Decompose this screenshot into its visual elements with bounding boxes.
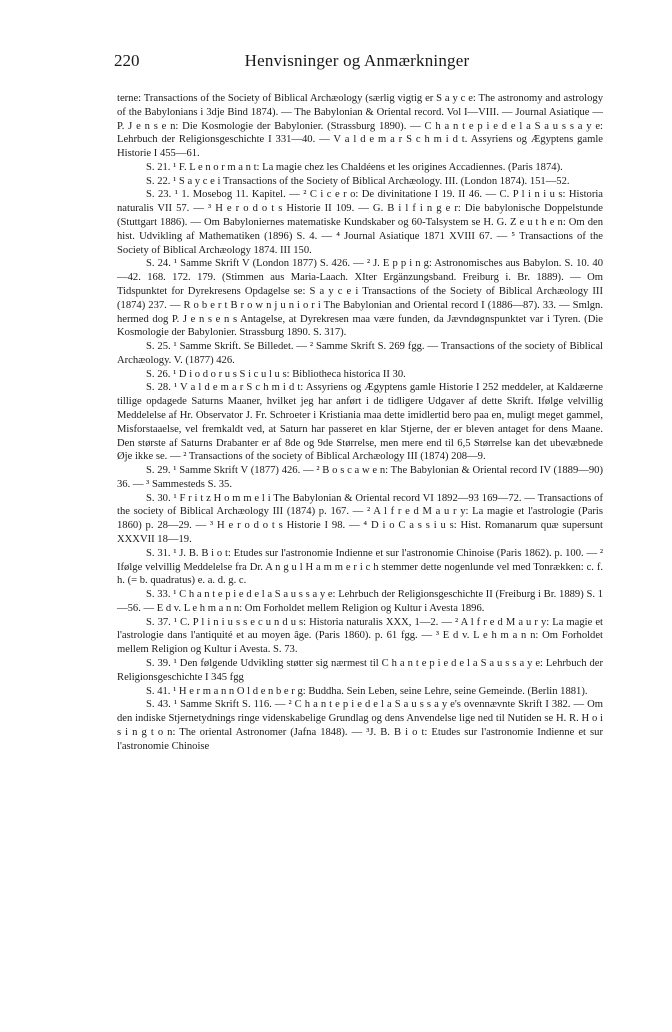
note-paragraph: S. 25. ¹ Samme Skrift. Se Billedet. — ² Samme Skrift S. 269 fgg. — Transactions of the society of Biblical Archæology. V. (1877) 426. [117,341,603,366]
note-paragraph: S. 37. ¹ C. P l i n i u s s e c u n d u s: Historia naturalis XXX, 1—2. — ² A l f r e d M a u r y: La magie et l'astrologie dans l'antiquité et au moyen âge. (Paris 1860). p. 61 fgg. — ³ E d v. L e h m a n n: Om Forholdet mellem Religion og Kultur i Avesta. S. 73. [117,616,603,656]
note-paragraph: S. 39. ¹ Den følgende Udvikling støtter sig nærmest til C h a n t e p i e d e l a S a u s s a y e: Lehrbuch der Religionsgeschichte I 345 fgg [117,658,603,683]
notes-body [117,92,603,754]
page-number: 220 [114,51,140,70]
note-paragraph: S. 26. ¹ D i o d o r u s S i c u l u s: Bibliotheca historica II 30. [146,368,406,380]
note-paragraph: S. 24. ¹ Samme Skrift V (London 1877) S. 426. — ² J. E p p i n g: Astronomisches aus Babylon. S. 10. 40—42. 168. 172. 179. (Stimmen aus Maria-Laach. XIter Ergänzungsband. Freiburg i. Br. 1889). — Om Tidspunktet for Dyrekresens Opdagelse se: S a y c e i Transactions of the Society of Biblical Archæology III (1874) 237. — R o b e r t B r o w n j u n i o r i The Babylonian and Oriental record I (1886—87). 33. — Smlgn. hermed dog P. J e n s e n s Antagelse, at Dyrekresen maa være funden, da Jævndøgnspunktet var i Tyren. (Die Kosmologie der Babylonier. Strassburg 1890. S. 317). [117,258,603,339]
note-paragraph: terne: Transactions of the Society of Biblical Archæology (særlig vigtig er S a y c e: The astronomy and astrology of the Babylonians i 3dje Bind 1874). — The Babylonian & Oriental record. Vol I—VIII. — Journal Asiatique — P. J e n s e n: Die Kosmologie der Babylonier. (Strassburg 1890). — C h a n t e p i e d e l a S a u s s a y e: Lehrbuch der Religionsgeschichte I 331—40. — V a l d e m a r S c h m i d t. Assyriens og Ægyptens gamle Historie I 455—61. [117,93,603,160]
page-header [114,50,600,72]
note-paragraph: S. 30. ¹ F r i t z H o m m e l i The Babylonian & Oriental record VI 1892—93 169—72. — Transactions of the society of Biblical Archæology III (1874) p. 167. — ² A l f r e d M a u r y: La magie et l'astrologie (Paris 1860) p. 28—29. — ³ H e r o d o t s Historie I 98. — ⁴ D i o C a s s i u s: Hist. Romanarum quæ supersunt XXXVII 18—19. [117,492,603,545]
note-paragraph: S. 31. ¹ J. B. B i o t: Etudes sur l'astronomie Indienne et sur l'astronomie Chinoise (Paris 1862). p. 100. — ² Ifølge velvillig Meddelelse fra Dr. A n g u l H a m m e r i c h stemmer dette nogenlunde vel med Tonrækken: c. f. h. (= b. quadratus) e. a. d. g. c. [117,547,603,587]
running-title: Henvisninger og Anmærkninger [244,51,470,70]
note-paragraph: S. 28. ¹ V a l d e m a r S c h m i d t: Assyriens og Ægyptens gamle Historie I 252 meddeler, at Kaldæerne tillige opdagede Saturns Maaner, hvilket jeg har anført i de tidligere Udgaver af dette Skrift. Ifølge velvillig Meddelelse af Hr. Observator J. Fr. Schroeter i Kristiania maa dette imidlertid bero paa en, muligt meget gammel, Misforstaaelse, vel fremkaldt ved, at Saturn har passeret en klar Stjerne, der er bleven antaget for dens Maane. Den største af Saturns Drabanter er af 8de og 9de Størrelse, men mere end til 6,5 Størrelse kan det ubevæbnede Øje ikke se. — ² Transactions of the society of Biblical Archæology III (1874) 208—9. [117,382,603,463]
note-paragraph: S. 41. ¹ H e r m a n n O l d e n b e r g: Buddha. Sein Leben, seine Lehre, seine Gemeinde. (Berlin 1881). [146,685,588,697]
note-paragraph: S. 43. ¹ Samme Skrift S. 116. — ² C h a n t e p i e d e l a S a u s s a y e's ovennævnte Skrift I 382. — Om den indiske Stjernetydnings ringe videnskabelige Grundlag og dens Anvendelse lige ned til Nutiden se H. R. H o i s i n g t o n: The oriental Astronomer (Jafna 1848). — ³J. B. B i o t: Etudes sur l'astronomie Indienne et sur l'astronomie Chinoise [117,699,603,752]
note-paragraph: S. 23. ¹ 1. Mosebog 11. Kapitel. — ² C i c e r o: De divinitatione I 19. II 46. — C. P l i n i u s: Historia naturalis VII 57. — ³ H e r o d o t s Historie II 109. — G. B i l f i n g e r: Die babylonische Doppelstunde (Stuttgart 1886). — Om Babyloniernes matematiske Kundskaber og 60-Talsystem se H. G. Z e u t h e n: Om den hist. Udvikling af Mathematiken (1896) S. 4. — ⁴ Journal Asiatique 1871 XVIII 67. — ⁵ Transactions of the Society of Biblical Archæology 1874. III 150. [117,189,603,256]
note-paragraph: S. 29. ¹ Samme Skrift V (1877) 426. — ² B o s c a w e n: The Babylonian & Oriental record IV (1889—90) 36. — ³ Sammesteds S. 35. [117,465,603,490]
note-paragraph: S. 22. ¹ S a y c e i Transactions of the Society of Biblical Archæology. III. (London 1874). 151—52. [146,175,570,187]
note-paragraph: S. 33. ¹ C h a n t e p i e d e l a S a u s s a y e: Lehrbuch der Religionsgeschichte II (Freiburg i Br. 1889) S. 1—56. — E d v. L e h m a n n: Om Forholdet mellem Religion og Kultur i Avesta 1896. [117,589,603,614]
note-paragraph: S. 21. ¹ F. L e n o r m a n t: La magie chez les Chaldéens et les origines Accadiennes. (Paris 1874). [146,161,563,173]
